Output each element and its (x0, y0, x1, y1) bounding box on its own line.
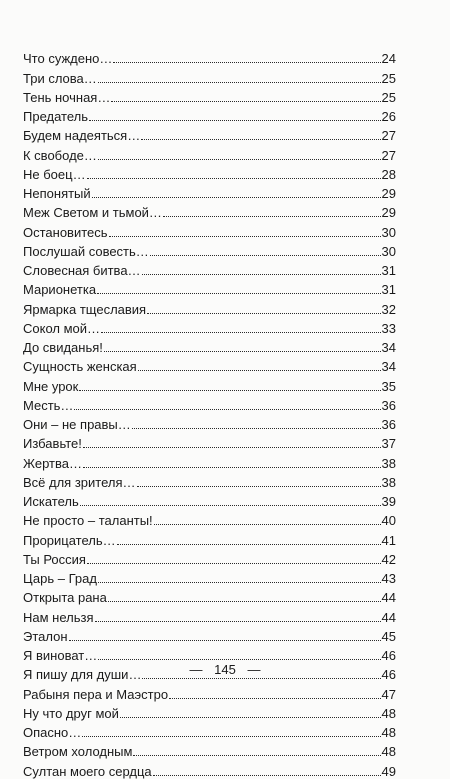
dot-leader (111, 101, 380, 102)
dot-leader (132, 428, 381, 429)
toc-entry-page: 30 (381, 243, 396, 259)
dot-leader (98, 159, 381, 160)
toc-entry-page: 24 (381, 51, 396, 67)
toc-entry-title: Эталон (23, 628, 68, 644)
dot-leader (117, 544, 381, 545)
toc-entry (23, 47, 396, 66)
toc-entry-title: Жертва… (23, 455, 82, 471)
toc-entry (23, 336, 396, 355)
dot-leader (89, 120, 381, 121)
toc-entry (23, 682, 396, 701)
toc-entry (23, 182, 396, 201)
toc-entry (23, 86, 396, 105)
toc-entry-title: Всё для зрителя… (23, 474, 136, 490)
page-footer (0, 662, 450, 677)
toc-entry-page: 44 (381, 590, 396, 606)
toc-entry (23, 702, 396, 721)
dot-leader (104, 351, 381, 352)
dot-leader (92, 197, 381, 198)
toc-entry (23, 548, 396, 567)
toc-entry-title: Ты Россия (23, 551, 86, 567)
toc-entry (23, 625, 396, 644)
toc-entry-title: Марионетка (23, 282, 97, 298)
toc-entry-page: 27 (381, 128, 396, 144)
toc-entry-page: 47 (381, 686, 396, 702)
dot-leader (137, 486, 381, 487)
toc-entry-page: 25 (381, 89, 396, 105)
toc-entry (23, 240, 396, 259)
dot-leader (138, 370, 381, 371)
dot-leader (80, 505, 381, 506)
dot-leader (95, 621, 381, 622)
dot-leader (83, 447, 381, 448)
dot-leader (101, 332, 381, 333)
toc-entry-page: 34 (381, 359, 396, 375)
toc-entry (23, 105, 396, 124)
toc-entry-title: Ярмарка тщеславия (23, 301, 147, 317)
toc-entry-title: Что суждено… (23, 51, 113, 67)
toc-entry-title: Нам нельзя (23, 609, 94, 625)
toc-entry-page: 27 (381, 147, 396, 163)
toc-entry (23, 394, 396, 413)
toc-entry (23, 451, 396, 470)
toc-entry-page: 38 (381, 455, 396, 471)
toc-entry (23, 355, 396, 374)
toc-entry (23, 413, 396, 432)
dot-leader (142, 678, 380, 679)
toc-entry-page: 38 (381, 474, 396, 490)
toc-entry-title: К свободе… (23, 147, 97, 163)
toc-entry (23, 374, 396, 393)
toc-entry-page: 44 (381, 609, 396, 625)
dot-leader (69, 640, 381, 641)
toc-entry-page: 36 (381, 397, 396, 413)
toc-entry (23, 721, 396, 740)
toc-entry-title: Послушай совесть… (23, 243, 149, 259)
toc-entry-title: Месть… (23, 397, 74, 413)
toc-entry (23, 124, 396, 143)
toc-entry-title: Три слова… (23, 70, 97, 86)
toc-entry-page: 36 (381, 417, 396, 432)
dot-leader (153, 775, 381, 776)
dot-leader (87, 563, 381, 564)
toc-entry-title: Ну что друг мой (23, 705, 119, 721)
toc-entry-page: 32 (381, 301, 396, 317)
toc-entry-page: 31 (381, 282, 396, 298)
toc-entry (23, 66, 396, 85)
toc-entry-page: 42 (381, 551, 396, 567)
toc-entry (23, 740, 396, 759)
toc-entry (23, 759, 396, 778)
dot-leader (154, 524, 381, 525)
toc-entry (23, 528, 396, 547)
toc-entry-title: Предатель (23, 109, 89, 124)
toc-entry-title: Рабыня пера и Маэстро (23, 686, 169, 702)
toc-entry (23, 220, 396, 239)
toc-entry (23, 259, 396, 278)
toc-entry-page: 28 (381, 166, 396, 182)
dot-leader (163, 216, 381, 217)
toc-entry-page: 26 (381, 109, 396, 124)
dot-leader (83, 467, 381, 468)
toc-entry (23, 297, 396, 316)
toc-entry (23, 471, 396, 490)
dot-leader (141, 139, 380, 140)
toc-entry-title: Они – не правы… (23, 417, 131, 432)
toc-entry-title: Царь – Град (23, 571, 97, 586)
toc-entry-title: Открыта рана (23, 590, 107, 606)
toc-entry-page: 46 (381, 667, 396, 683)
toc-entry-title: Мне урок (23, 378, 79, 394)
dot-leader (98, 582, 381, 583)
toc-entry-page: 35 (381, 378, 396, 394)
toc-entry-title: Я виноват… (23, 648, 98, 663)
toc-entry (23, 509, 396, 528)
toc-entry-page: 43 (381, 571, 396, 586)
toc-entry-page: 49 (381, 763, 396, 779)
toc-entry (23, 163, 396, 182)
toc-entry (23, 432, 396, 451)
toc-entry-title: Меж Светом и тьмой… (23, 205, 162, 221)
toc-entry-title: Остановитесь (23, 224, 108, 240)
dot-leader (79, 390, 380, 391)
dot-leader (97, 293, 380, 294)
toc-entry-title: Я пишу для души… (23, 667, 142, 683)
toc-entry-title: Султан моего сердца (23, 763, 152, 779)
dot-leader (82, 736, 380, 737)
toc-entry-page: 39 (381, 494, 396, 509)
toc-entry-page: 46 (381, 648, 396, 663)
dot-leader (142, 274, 381, 275)
toc-entry (23, 490, 396, 509)
toc-entry-title: До свиданья! (23, 340, 103, 355)
toc-entry (23, 143, 396, 162)
dot-leader (150, 255, 381, 256)
toc-entry (23, 644, 396, 663)
toc-entry (23, 586, 396, 605)
dot-leader (108, 601, 381, 602)
dot-leader (98, 659, 380, 660)
toc-entry-title: Сущность женская (23, 359, 137, 375)
toc-entry-title: Тень ночная… (23, 89, 111, 105)
dot-leader (109, 236, 381, 237)
toc-entry-title: Искатель (23, 494, 79, 509)
toc-entry-page: 45 (381, 628, 396, 644)
toc-entry-title: Словесная битва… (23, 263, 141, 278)
toc-entry-page: 31 (381, 263, 396, 278)
dot-leader (133, 755, 380, 756)
dot-leader (74, 409, 380, 410)
toc-entry-page: 25 (381, 70, 396, 86)
toc-entry-title: Не просто – таланты! (23, 513, 153, 529)
toc-entry-page: 41 (381, 532, 396, 548)
toc-entry-page: 30 (381, 224, 396, 240)
dot-leader (169, 698, 380, 699)
page-number: 145 (214, 662, 236, 677)
toc-entry-title: Непонятый (23, 186, 91, 201)
dot-leader (113, 62, 380, 63)
toc-entry-page: 37 (381, 436, 396, 452)
toc-entry-page: 40 (381, 513, 396, 529)
toc-entry-title: Прорицатель… (23, 532, 116, 548)
toc-entry-page: 48 (381, 744, 396, 760)
toc-entry-page: 33 (381, 320, 396, 336)
dot-leader (147, 313, 380, 314)
toc-entry (23, 201, 396, 220)
dot-leader (120, 717, 381, 718)
toc-entry-page: 48 (381, 705, 396, 721)
toc-entry-page: 29 (381, 205, 396, 221)
dot-leader (87, 178, 381, 179)
toc-entry-title: Сокол мой… (23, 320, 101, 336)
toc-entry-page: 29 (381, 186, 396, 201)
toc-entry (23, 278, 396, 297)
toc-entry-page: 34 (381, 340, 396, 355)
toc-entry-title: Не боец… (23, 166, 86, 182)
toc-entry (23, 567, 396, 586)
footer-dash-right: — (247, 662, 261, 677)
dot-leader (98, 82, 381, 83)
toc-entry-title: Избавьте! (23, 436, 82, 452)
toc-entry (23, 317, 396, 336)
toc-entry (23, 605, 396, 624)
toc-entry-title: Будем надеяться… (23, 128, 141, 144)
footer-dash-left: — (189, 662, 203, 677)
toc-entry-title: Ветром холодным (23, 744, 133, 760)
toc-entry-page: 48 (381, 725, 396, 740)
toc-entry-title: Опасно… (23, 725, 82, 740)
